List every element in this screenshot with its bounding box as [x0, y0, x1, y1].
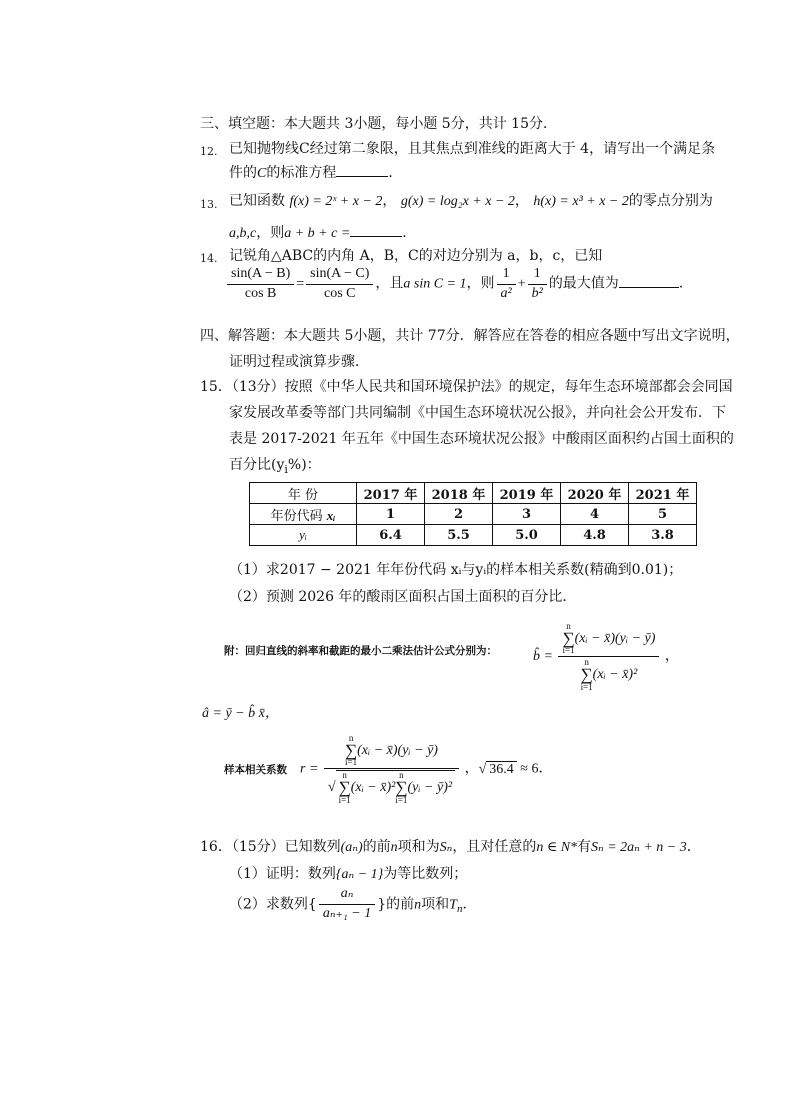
question-15-line3: 表是 2017-2021 年五年《中国生态环境状况公报》中酸雨区面积约占国土面积的 [229, 431, 734, 447]
table-cell: 6.4 [357, 525, 425, 546]
question-16-line1: 16．（15分）已知数列(aₙ)的前n项和为Sₙ，且对任意的n ∈ N*有Sₙ = 2aₙ + n − 3． [200, 839, 701, 855]
regression-note-label: 附：回归直线的斜率和截距的最小二乘法估计公式分别为： [224, 645, 497, 657]
table-header-row [250, 483, 697, 504]
function-f: f(x) = 2ˣ + x − 2 [289, 194, 383, 209]
section-4-subtitle: 证明过程或演算步骤． [229, 354, 369, 370]
function-g: g(x) = log₂x + x − 2 [400, 194, 515, 209]
table-cell: 4.8 [561, 525, 629, 546]
table-cell: 5 [629, 504, 697, 525]
question-15-line1: 15．（13分）按照《中华人民共和国环境保护法》的规定，每年生态环境部都会会同国 [200, 379, 733, 395]
table-header-cell: 年 份 [250, 483, 357, 504]
fraction-sin-a-c: $\frac{\sin(A - C)}{\text{cos C}}$ [306, 266, 373, 303]
table-cell: 4 [561, 504, 629, 525]
question-13-line1: 已知函数 f(x) = 2ˣ + x − 2， g(x) = log₂x + x − 2， h(x) = x³ + x − 2的零点分别为 [229, 193, 713, 209]
answer-blank-13 [350, 224, 402, 237]
answer-blank-14 [619, 275, 679, 288]
section-4-title: 四、解答题：本大题共 5小题，共计 77分．解答应在答卷的相应各题中写出文字说明， [200, 328, 740, 344]
question-15-sub1: （1）求2017 − 2021 年年份代码 xᵢ与yᵢ的样本相关系数(精确到0.01)； [229, 562, 683, 578]
answer-blank-12 [336, 164, 388, 177]
slope-formula: b̂ = n ∑ i=1(xᵢ − x̄)(yᵢ − ȳ) n ∑ i=1(xᵢ − x̄)² ， [533, 621, 679, 692]
table-row-label: 年份代码 xᵢ [250, 504, 357, 525]
table-header-cell: 2021 年 [629, 483, 697, 504]
table-cell: 3 [493, 504, 561, 525]
question-13-line2: a,b,c，则a + b + c = ． [229, 225, 417, 241]
question-16-sub1: （1）证明：数列{aₙ − 1}为等比数列； [229, 866, 468, 882]
question-16-sub2: （2）求数列{ $\frac{\text{aₙ}}{\text{aₙ₊₁ − 1}}$ }的前n项和$T_n$． [229, 886, 477, 921]
correlation-formula: r = n ∑ i=1(xᵢ − x̄)(yᵢ − ȳ) √n ∑ i=1(xᵢ − x̄)²n ∑ i=1(yᵢ − ȳ)² ，√ 36.4 ≈ 6． [300, 733, 553, 805]
section-3-title: 三、填空题：本大题共 3小题，每小题 5分，共计 15分． [200, 116, 557, 132]
question-15-line2: 家发展改革委等部门共同编制《中国生态环境状况公报》，并向社会公开发布．下 [229, 405, 726, 421]
question-15-sub2: （2）预测 2026 年的酸雨区面积占国土面积的百分比． [229, 589, 577, 605]
fraction-1-over-b2: $\frac{1}{\text{b²}}$ [528, 266, 547, 303]
table-cell: 1 [357, 504, 425, 525]
table-header-cell: 2018 年 [425, 483, 493, 504]
table-cell: 5.5 [425, 525, 493, 546]
question-12-number: 12. [200, 145, 218, 158]
question-12-line1: 已知抛物线C经过第二象限，且其焦点到准线的距离大于 4，请写出一个满足条 [229, 141, 716, 157]
question-15-line4: 百分比$(y_i\%)$： [229, 457, 321, 476]
table-header-cell: 2017 年 [357, 483, 425, 504]
question-12-line2: 件的C的标准方程 ． [229, 165, 403, 181]
question-14-number: 14. [200, 252, 218, 265]
intercept-formula: â = ȳ − b̂ x̄， [202, 706, 279, 721]
table-header-cell: 2020 年 [561, 483, 629, 504]
table-cell: 5.0 [493, 525, 561, 546]
function-h: h(x) = x³ + x − 2 [533, 194, 629, 209]
question-14-line1: 记锐角△ABC的内角 A，B，C的对边分别为 a，b，c，已知 [229, 248, 603, 264]
table-cell: 3.8 [629, 525, 697, 546]
acid-rain-table [249, 482, 697, 546]
table-row [250, 504, 697, 525]
fraction-1-over-a2: $\frac{1}{\text{a²}}$ [497, 266, 516, 303]
correlation-label: 样本相关系数 [224, 764, 287, 776]
question-13-number: 13. [200, 198, 218, 211]
table-cell: 2 [425, 504, 493, 525]
table-row-label: yᵢ [250, 525, 357, 546]
fraction-sin-a-b: $\frac{\sin(A - B)}{\text{cos B}}$ [227, 266, 294, 303]
table-row [250, 525, 697, 546]
table-header-cell: 2019 年 [493, 483, 561, 504]
question-14-line2: $\frac{\sin(A - B)}{\text{cos B}}$ = $\frac{\sin(A - C)}{\text{cos C}}$ ，且a sin C = 1，则 $\frac{1}{\text{a²}}$ + $\frac{1}{\text{b²}}$ 的最大值为 ． [225, 266, 693, 303]
